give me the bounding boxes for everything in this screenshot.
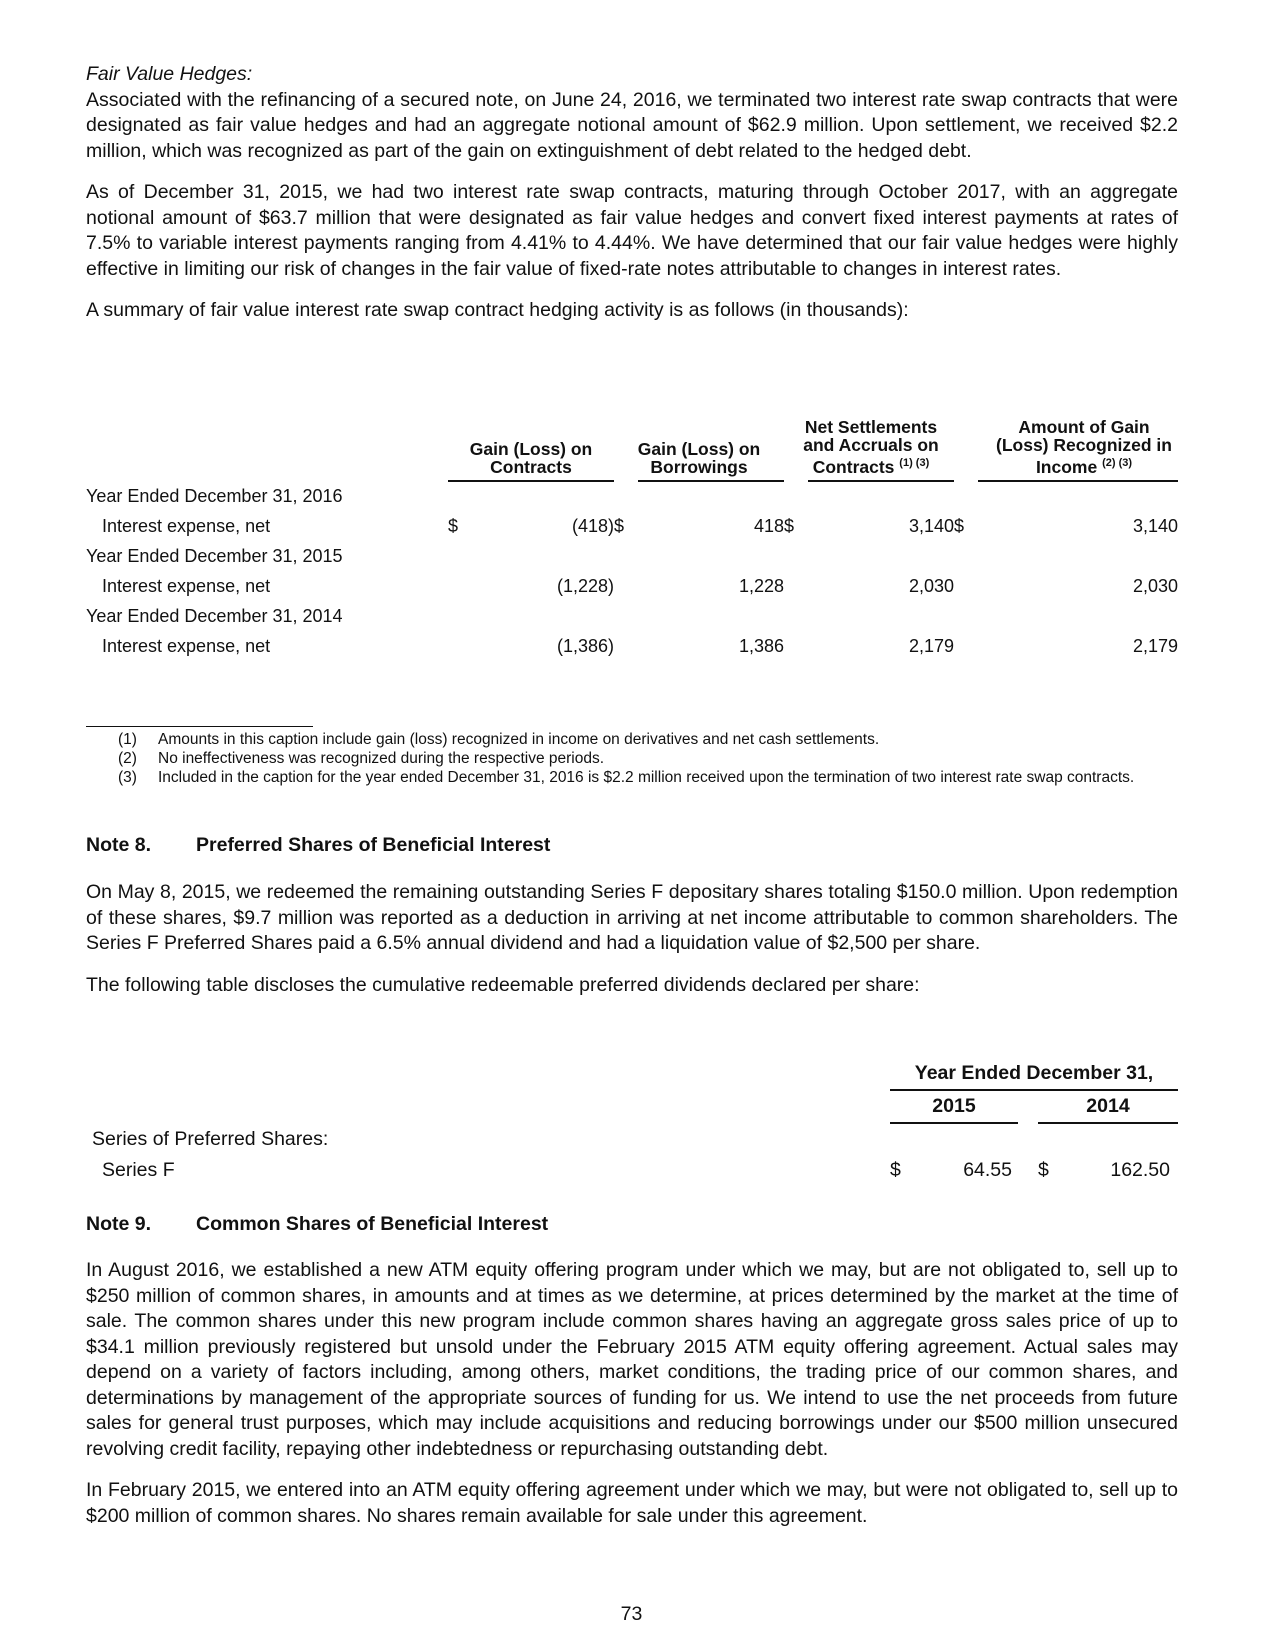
col-header-amount-recognized: Amount of Gain (Loss) Recognized in Income $^{(2) (3)}$ xyxy=(978,418,1178,481)
fair-value-para-3: A summary of fair value interest rate swap contract hedging activity is as follows (in thousands): xyxy=(86,299,909,321)
footnotes xyxy=(118,730,1178,787)
note-9-para-1: In August 2016, we established a new ATM equity offering program under which we may, but are not obligated to, sell up to $250 million of common shares, in amounts and at times as we determine, at prices determined by the market at the time of sale. The common shares under this new program include common shares having an aggregate gross sales price of up to $34.1 million previously registered but unsold under the February 2015 ATM equity offering agreement. Actual sales may depend on a variety of factors including, among others, market conditions, the trading price of our common shares, and determinations by management of the appropriate sources of funding for us. We intend to use the net proceeds from future sales for general trust purposes, which may include acquisitions and reducing borrowings under our $500 million unsecured revolving credit facility, repaying other indebtedness or repurchasing outstanding debt. xyxy=(86,1259,1178,1460)
footnote-item: (2) No ineffectiveness was recognized during the respective periods. xyxy=(118,750,605,767)
page-number: 73 xyxy=(620,1603,643,1625)
fair-value-heading: Fair Value Hedges: xyxy=(86,63,253,85)
note-9-heading: Note 9. Common Shares of Beneficial Interest xyxy=(86,1213,549,1235)
fair-value-section xyxy=(86,62,1178,324)
table-header-row xyxy=(86,1058,1178,1090)
hedge-activity-table xyxy=(86,418,1178,662)
table-row: Interest expense, net (1,386) 1,386 2,179 2,179 xyxy=(102,636,1178,657)
table-row: Interest expense, net $ (418) $ 418 $ 3,140 $ 3,140 xyxy=(102,516,1178,537)
note-8-body xyxy=(86,880,1178,998)
table-row: Year Ended December 31, 2015 xyxy=(86,546,343,567)
footnote-divider xyxy=(86,726,313,727)
footnote-item: (3) Included in the caption for the year ended December 31, 2016 is $2.2 million received upon the termination of two interest rate swap contracts. xyxy=(118,769,1135,786)
col-header-2014: 2014 xyxy=(1038,1090,1178,1123)
note-8-para-2: The following table discloses the cumulative redeemable preferred dividends declared per share: xyxy=(86,973,920,996)
note-8-para-1: On May 8, 2015, we redeemed the remaining outstanding Series F depositary shares totaling $150.0 million. Upon redemption of these shares, $9.7 million was reported as a deduction in arriving at net income attributable to common shareholders. The Series F Preferred Shares paid a 6.5% annual dividend and had a liquidation value of $2,500 per share. xyxy=(86,881,1178,954)
table-header-row xyxy=(86,418,1178,481)
table-row: Interest expense, net (1,228) 1,228 2,030 2,030 xyxy=(102,576,1178,597)
col-header-gain-borrowings: Gain (Loss) on Borrowings xyxy=(626,418,772,481)
table-row: Series F $ 64.55 $ 162.50 xyxy=(102,1159,1170,1181)
table-row: Year Ended December 31, 2016 xyxy=(86,486,343,507)
table-row: Year Ended December 31, 2014 xyxy=(86,606,343,627)
preferred-dividends-table xyxy=(86,1058,1178,1186)
table-header-row xyxy=(86,1090,1178,1123)
fair-value-para-2: As of December 31, 2015, we had two interest rate swap contracts, maturing through October 2017, with an aggregate notional amount of $63.7 million that were designated as fair value hedges and convert fixed interest payments at rates of 7.5% to variable interest payments ranging from 4.41% to 4.44%. We have determined that our fair value hedges were highly effective in limiting our risk of changes in the fair value of fixed-rate notes attributable to changes in interest rates. xyxy=(86,181,1178,280)
note-9-para-2: In February 2015, we entered into an ATM equity offering agreement under which we may, but were not obligated to, sell up to $200 million of common shares. No shares remain available for sale under this agreement. xyxy=(86,1479,1178,1527)
col-header-year-ended: Year Ended December 31, xyxy=(890,1058,1178,1090)
table-row: Series of Preferred Shares: xyxy=(92,1128,329,1150)
col-header-2015: 2015 xyxy=(890,1090,1018,1123)
col-header-gain-contracts: Gain (Loss) on Contracts xyxy=(448,418,614,481)
fair-value-para-1: Associated with the refinancing of a secured note, on June 24, 2016, we terminated two interest rate swap contracts that were designated as fair value hedges and had an aggregate notional amount of $62.9 million. Upon settlement, we received $2.2 million, which was recognized as part of the gain on extinguishment of debt related to the hedged debt. xyxy=(86,88,1178,162)
col-header-net-settlements: Net Settlements and Accruals on Contracts $^{(1) (3)}$ xyxy=(798,418,944,481)
note-9-body xyxy=(86,1258,1178,1529)
footnote-item: (1) Amounts in this caption include gain (loss) recognized in income on derivatives and net cash settlements. xyxy=(118,731,880,748)
note-8-heading: Note 8. Preferred Shares of Beneficial Interest xyxy=(86,834,551,856)
